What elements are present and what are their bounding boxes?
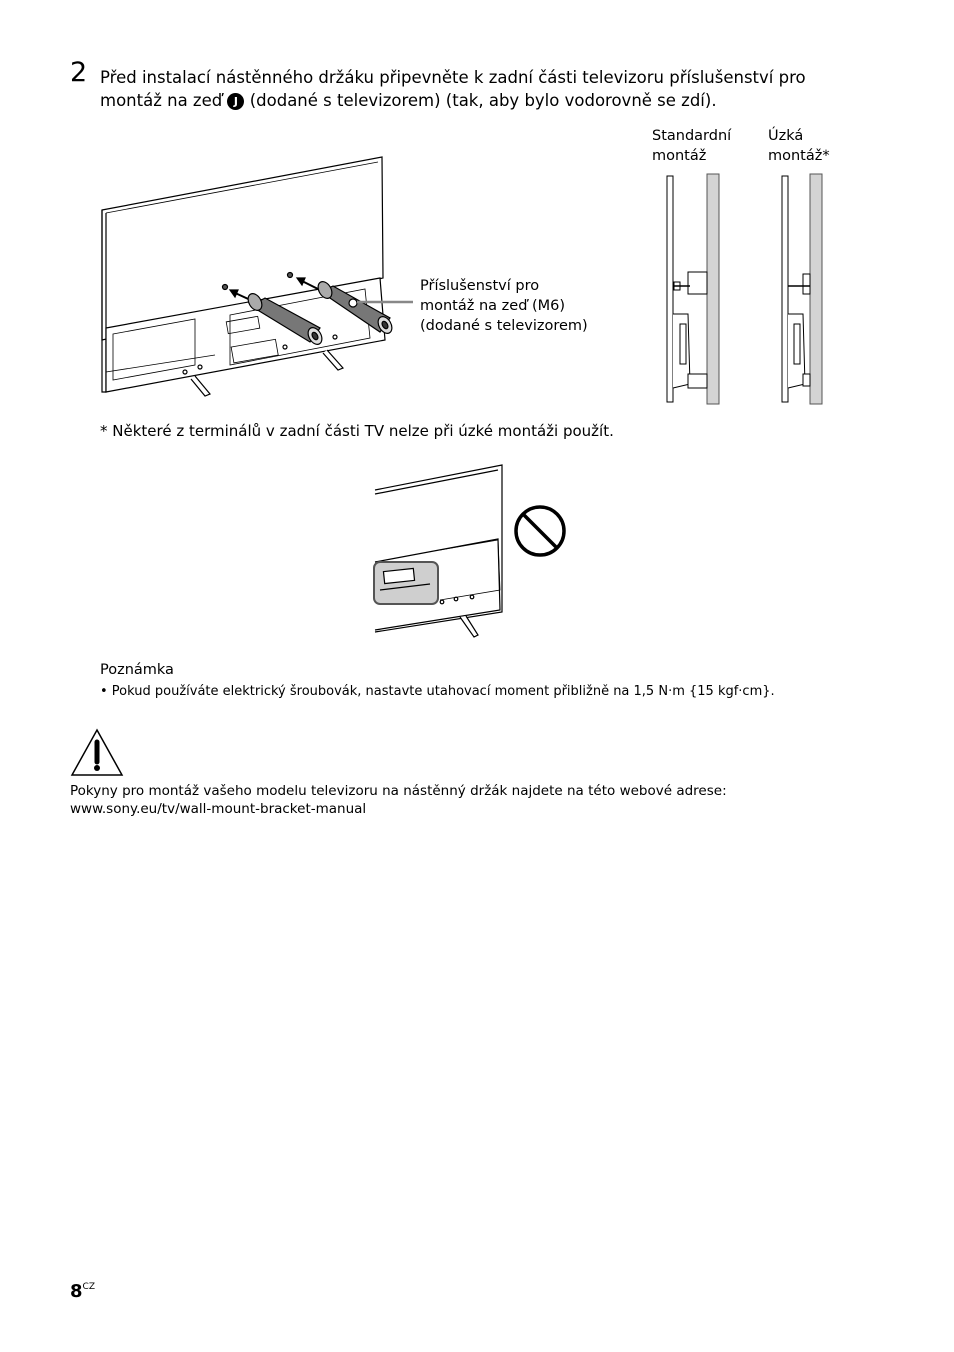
standard-mount-line-2: montáž (652, 148, 707, 164)
warning-text: Pokyny pro montáž vašeho modelu televizoru na nástěnný držák najdete na této webové adrese: (70, 783, 727, 799)
page-number (70, 1281, 95, 1302)
wall-mount-accessory-callout (420, 276, 588, 336)
narrow-mount-line-2: montáž* (768, 148, 830, 164)
manual-url: www.sony.eu/tv/wall-mount-bracket-manual (70, 801, 367, 817)
callout-line-1: Příslušenství pro (420, 278, 540, 294)
tv-rear-illustration (95, 150, 415, 400)
step-text-before: Před instalací nástěnného držáku připevněte k zadní části televizoru příslušenství pro montáž na zeď (100, 68, 806, 110)
narrow-mount-footnote: * Některé z terminálů v zadní části TV nelze při úzké montáži použít. (100, 422, 614, 440)
page-number-value: 8 (70, 1281, 83, 1302)
narrow-mount-side-view (776, 174, 826, 406)
accessory-badge-icon: J (227, 93, 244, 110)
note-bullet: • Pokud používáte elektrický šroubovák, nastavte utahovací moment přibližně na 1,5 N·m {15 kgf·cm}. (100, 684, 775, 699)
wall-mount-manual-info (70, 782, 830, 818)
standard-mount-line-1: Standardní (652, 128, 732, 144)
blocked-terminals-illustration (370, 462, 575, 644)
note-title: Poznámka (100, 662, 174, 678)
step-text-after: (dodané s televizorem) (tak, aby bylo vodorovně se zdí). (244, 91, 717, 110)
callout-line-3: (dodané s televizorem) (420, 318, 588, 334)
step-number: 2 (70, 57, 88, 88)
narrow-mount-label (768, 126, 830, 166)
standard-mount-label (652, 126, 731, 166)
callout-line-2: montáž na zeď (M6) (420, 298, 566, 314)
warning-triangle-icon (70, 728, 124, 778)
standard-mount-side-view (660, 174, 725, 406)
narrow-mount-line-1: Úzká (768, 128, 804, 144)
step-instruction (100, 66, 860, 112)
page-language-code: CZ (82, 1282, 95, 1292)
